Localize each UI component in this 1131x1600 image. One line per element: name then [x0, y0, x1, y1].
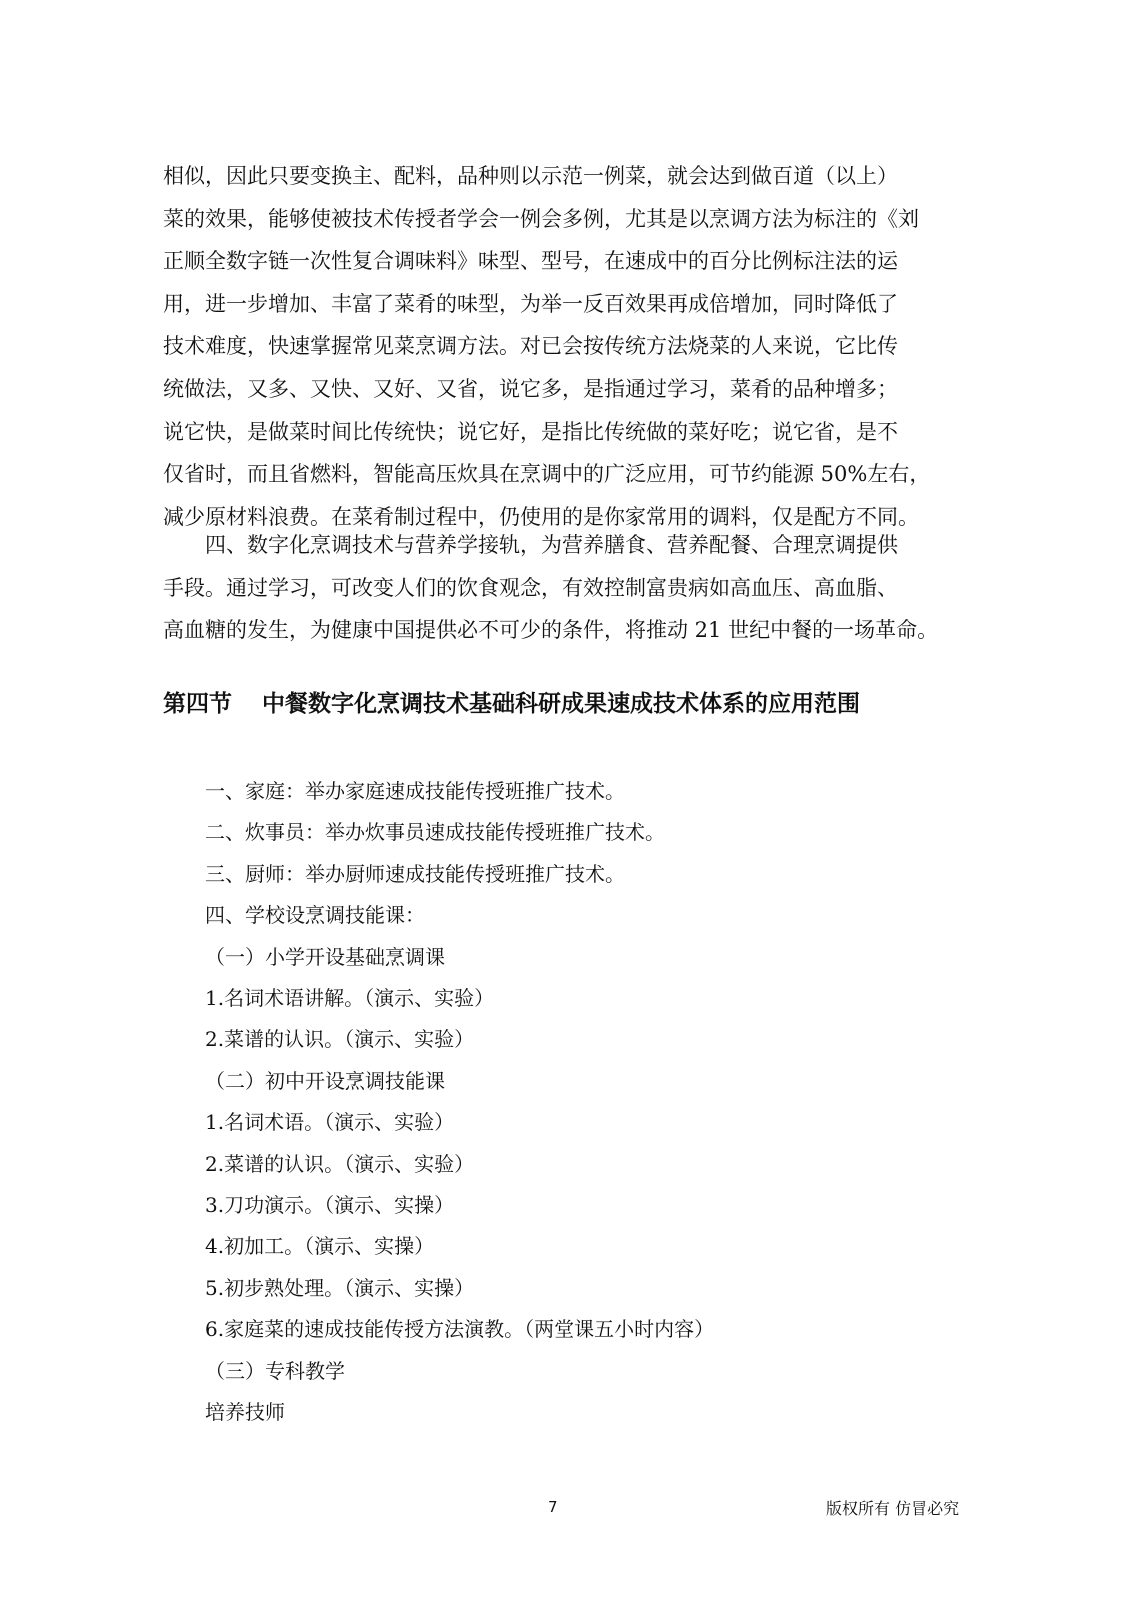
paragraph-line: 手段。通过学习，可改变人们的饮食观念，有效控制富贵病如高血压、高血脂、: [163, 575, 898, 600]
paragraph-line: 仅省时，而且省燃料，智能高压炊具在烹调中的广泛应用，可节约能源 50%左右，: [163, 462, 931, 487]
list-item: （三）专科教学: [205, 1358, 345, 1383]
paragraph-continuation: [163, 155, 973, 538]
copyright-notice: 版权所有 仿冒必究: [826, 1499, 960, 1518]
paragraph-line: 技术难度，快速掌握常见菜烹调方法。对已会按传统方法烧菜的人来说，它比传: [163, 334, 898, 359]
paragraph-line: 相似，因此只要变换主、配料，品种则以示范一例菜，就会达到做百道（以上）: [163, 164, 898, 188]
list-item: 三、厨师：举办厨师速成技能传授班推广技术。: [205, 861, 625, 886]
paragraph-line: 说它快，是做菜时间比传统快；说它好，是指比传统做的菜好吃；说它省，是不: [163, 419, 898, 444]
paragraph-line: 减少原材料浪费。在菜肴制过程中，仍使用的是你家常用的调料，仅是配方不同。: [163, 504, 919, 529]
list-item: （二）初中开设烹调技能课: [205, 1068, 445, 1093]
list-item: 1.名词术语讲解。（演示、实验）: [205, 986, 495, 1011]
list-item: 6.家庭菜的速成技能传授方法演教。（两堂课五小时内容）: [205, 1317, 715, 1342]
list-item: 四、学校设烹调技能课：: [205, 903, 425, 928]
section-title: 中餐数字化烹调技术基础科研成果速成技术体系的应用范围: [262, 691, 860, 717]
section-number: 第四节: [163, 691, 232, 717]
list-item: 2.菜谱的认识。（演示、实验）: [205, 1027, 475, 1052]
list-item: 3.刀功演示。（演示、实操）: [205, 1193, 455, 1218]
paragraph-four: [163, 524, 973, 652]
list-item: （一）小学开设基础烹调课: [205, 944, 445, 969]
list-item: 1.名词术语。（演示、实验）: [205, 1110, 455, 1135]
list-item: 4.初加工。（演示、实操）: [205, 1234, 435, 1259]
list-item: 二、炊事员：举办炊事员速成技能传授班推广技术。: [205, 820, 665, 845]
paragraph-line: 用，进一步增加、丰富了菜肴的味型，为举一反百效果再成倍增加，同时降低了: [163, 291, 898, 316]
paragraph-line: 高血糖的发生，为健康中国提供必不可少的条件，将推动 21 世纪中餐的一场革命。: [163, 618, 939, 643]
list-item: 5.初步熟处理。（演示、实操）: [205, 1275, 475, 1300]
paragraph-line: 菜的效果，能够使被技术传授者学会一例会多例，尤其是以烹调方法为标注的《刘: [163, 206, 919, 231]
application-list: [205, 771, 965, 1434]
list-item: 一、家庭：举办家庭速成技能传授班推广技术。: [205, 779, 625, 803]
list-item: 2.菜谱的认识。（演示、实验）: [205, 1151, 475, 1176]
section-heading: [163, 684, 973, 724]
page-number: 7: [548, 1498, 558, 1516]
list-item: 培养技师: [205, 1400, 285, 1425]
paragraph-line: 统做法，又多、又快、又好、又省，说它多，是指通过学习，菜肴的品种增多；: [163, 376, 898, 401]
paragraph-line: 四、数字化烹调技术与营养学接轨，为营养膳食、营养配餐、合理烹调提供: [163, 533, 898, 557]
paragraph-line: 正顺全数字链一次性复合调味料》味型、型号，在速成中的百分比例标注法的运: [163, 249, 898, 274]
